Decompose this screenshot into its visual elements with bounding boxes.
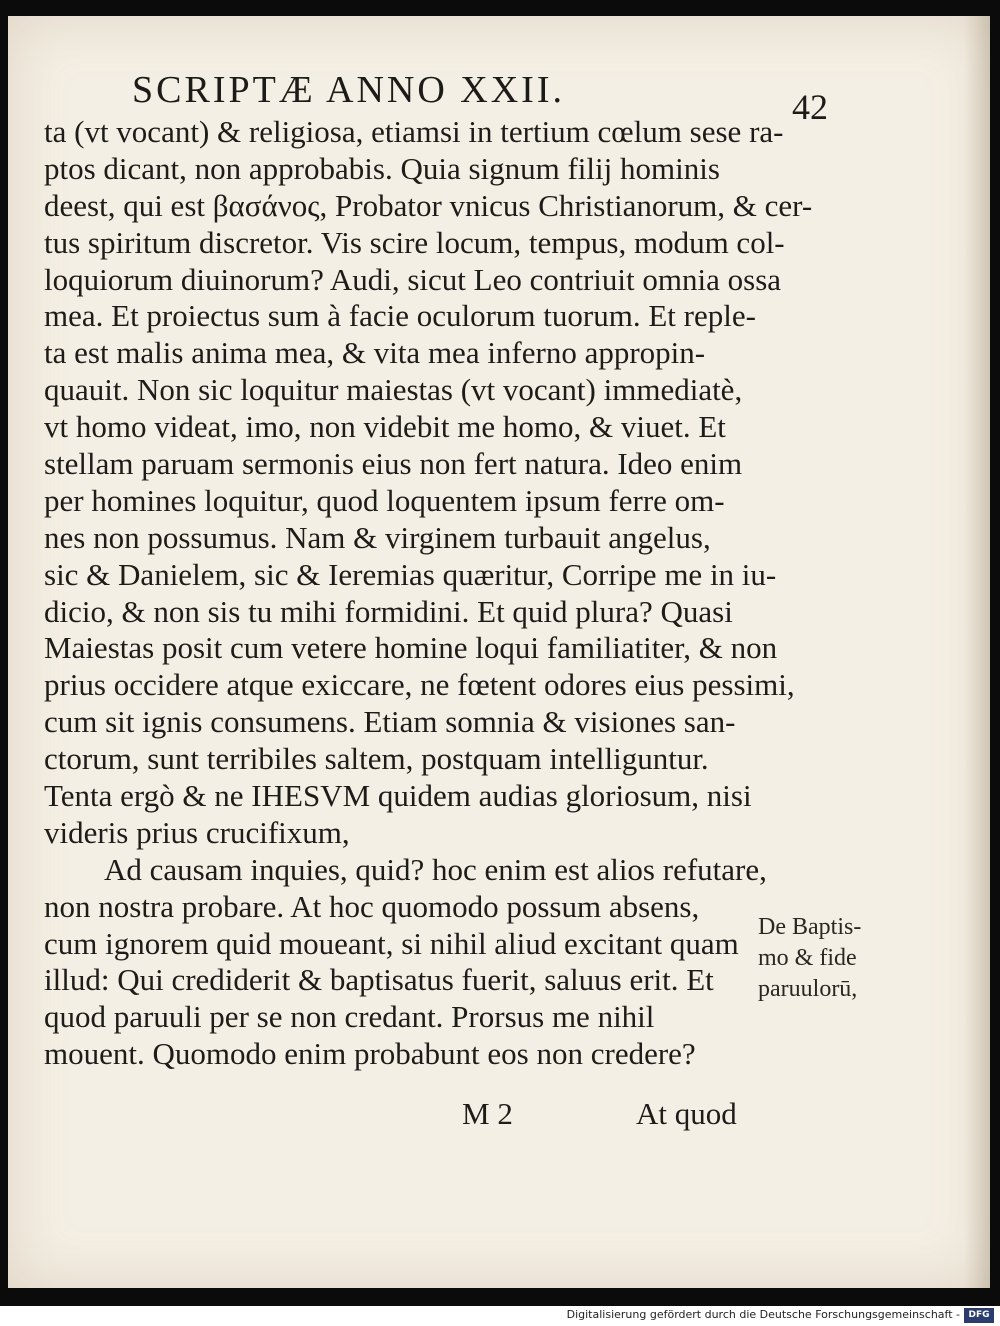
text-line: ctorum, sunt terribiles saltem, postquam intelliguntur. <box>44 741 709 777</box>
dfg-logo: DFG <box>964 1308 994 1323</box>
text-line: videris prius crucifixum, <box>44 814 350 850</box>
text-line: tus spiritum discretor. Vis scire locum, tempus, modum col- <box>44 224 785 260</box>
text-line: ta est malis anima mea, & vita mea inferno appropin- <box>44 335 706 371</box>
signature-mark: M 2 <box>462 1096 513 1131</box>
text-line: ta (vt vocant) & religiosa, etiamsi in tertium cœlum sese ra- <box>44 114 784 149</box>
footer-bar <box>0 1306 1000 1326</box>
text-line: illud: Qui crediderit & baptisatus fuerit, saluus erit. Et <box>44 962 714 998</box>
paragraph-start-line: Ad causam inquies, quid? hoc enim est alios refutare, <box>104 851 767 887</box>
text-line: nes non possumus. Nam & virginem turbauit angelus, <box>44 519 711 555</box>
text-line: loquiorum diuinorum? Audi, sicut Leo contriuit omnia ossa <box>44 261 782 297</box>
text-line: prius occidere atque exiccare, ne fœtent odores eius pessimi, <box>44 667 795 703</box>
marginal-note <box>758 912 888 1005</box>
text-line: Maiestas posit cum vetere homine loqui familiatiter, & non <box>44 630 778 666</box>
text-line: mea. Et proiectus sum à facie oculorum tuorum. Et reple- <box>44 298 756 334</box>
text-line: ptos dicant, non approbabis. Quia signum filij hominis <box>44 150 720 186</box>
text-line: vt homo videat, imo, non videbit me homo, & viuet. Et <box>44 409 726 445</box>
marginal-note-line: mo & fide <box>758 945 857 971</box>
text-line: dicio, & non sis tu mihi formidini. Et quid plura? Quasi <box>44 593 733 629</box>
text-line: non nostra probare. At hoc quomodo possum absens, <box>44 888 700 924</box>
marginal-note-line: paruulorū, <box>758 976 858 1002</box>
funding-notice: Digitalisierung gefördert durch die Deutsche Forschungsgemeinschaft - <box>566 1308 960 1321</box>
text-line: sic & Danielem, sic & Ieremias quæritur, Corripe me in iu- <box>44 556 777 592</box>
text-line: deest, qui est βασάνος, Probator vnicus Christianorum, & cer- <box>44 187 813 223</box>
text-line: Tenta ergò & ne IHESVM quidem audias gloriosum, nisi <box>44 778 752 814</box>
text-line: cum ignorem quid moueant, si nihil aliud excitant quam <box>44 925 739 961</box>
text-line: cum sit ignis consumens. Etiam somnia & visiones san- <box>44 704 736 740</box>
text-line: quauit. Non sic loquitur maiestas (vt vocant) immediatè, <box>44 372 743 408</box>
text-line: per homines loquitur, quod loquentem ipsum ferre om- <box>44 482 725 518</box>
running-head: SCRIPTÆ ANNO XXII. <box>132 69 565 111</box>
text-line: mouent. Quomodo enim probabunt eos non credere? <box>44 1036 696 1072</box>
text-line: quod paruuli per se non credant. Prorsus me nihil <box>44 999 655 1035</box>
signature-line <box>0 1096 1000 1136</box>
marginal-note-line: De Baptis- <box>758 914 862 940</box>
text-line: stellam paruam sermonis eius non fert natura. Ideo enim <box>44 446 743 482</box>
catchword: At quod <box>636 1096 737 1131</box>
page-number: 42 <box>792 87 828 127</box>
